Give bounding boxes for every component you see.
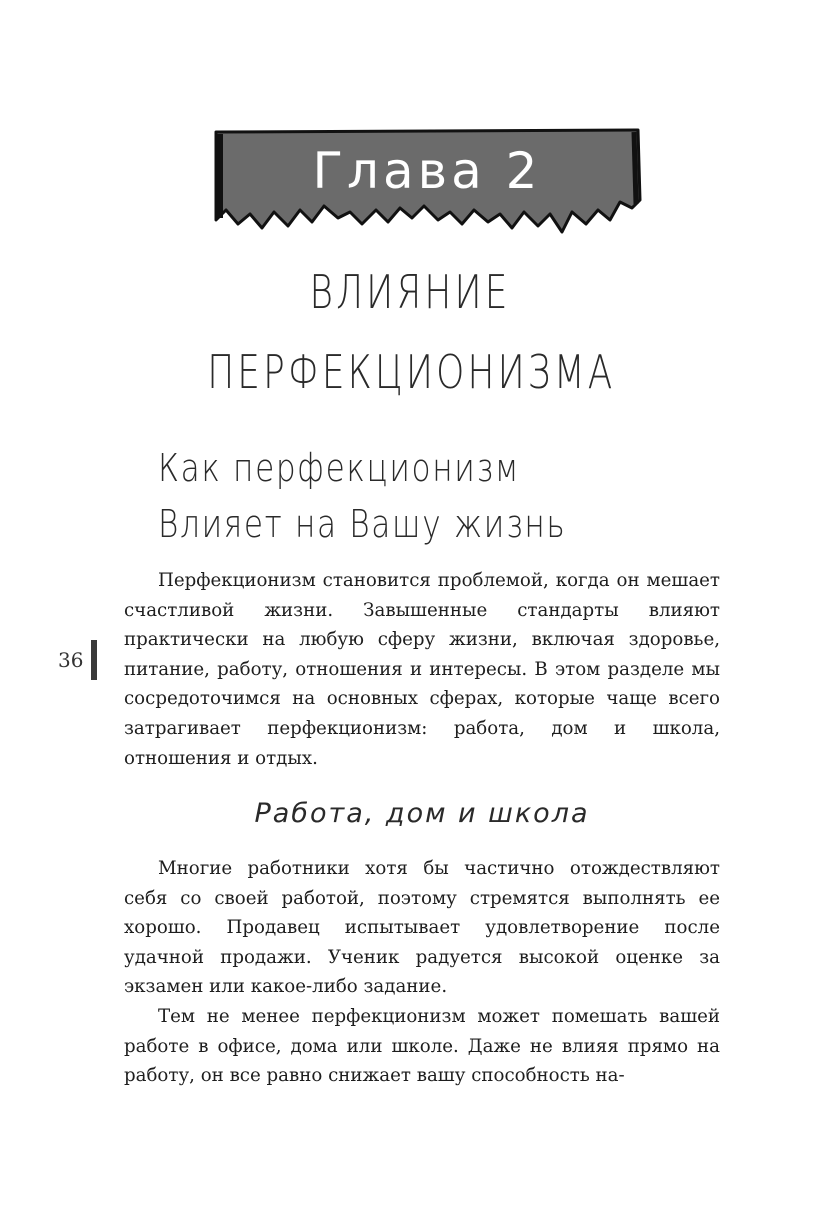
section-title [158,440,568,552]
section-title-line: Как перфекционизм [158,446,521,490]
chapter-title-line: ПЕРФЕКЦИОНИЗМА [207,345,616,399]
chapter-title [207,252,616,412]
chapter-title-line: ВЛИЯНИЕ [309,265,511,319]
chapter-banner [212,128,642,240]
body-paragraph: Перфекционизм становится проблемой, когда он мешает счастливой жизни. Завышенные стандарты влияют практически на любую сферу жизни, включая здоровье, питание, работу, отношения и интересы. В этом разделе мы сосредоточимся на основных сферах, которые чаще всего затрагивает перфекционизм: работа, дом и школа, отношения и отдых. [124,570,720,769]
page-number: 36 [58,648,84,672]
section-title-line: Влияет на Вашу жизнь [158,502,567,546]
body-paragraph: Многие работники хотя бы частично отождествляют себя со своей работой, поэтому стремятся выполнять ее хорошо. Продавец испытывает удовлетворение после удачной продажи. Ученик радуется высокой оценке за экзамен или какое-либо задание. [124,858,720,998]
page-marker [91,640,97,680]
body-paragraph: Тем не менее перфекционизм может помешать вашей работе в офисе, дома или школе. Даже не влияя прямо на работу, он все равно снижает вашу способность на- [124,1006,720,1087]
chapter-label: Глава 2 [312,142,542,200]
subsection-title: Работа, дом и школа [254,798,590,829]
